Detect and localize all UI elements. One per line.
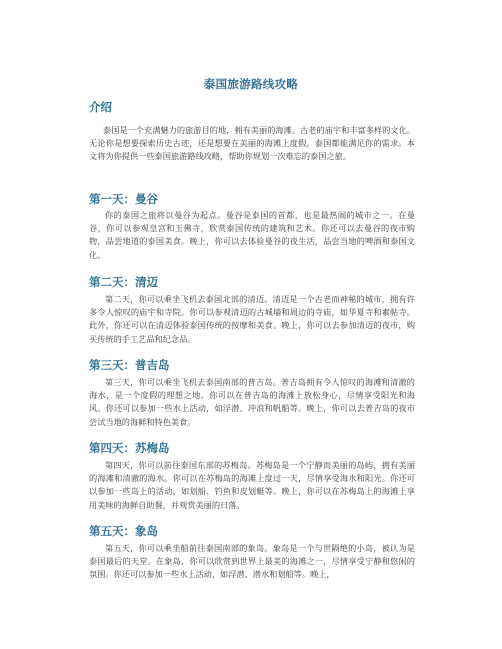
section-text-day5: 第五天，你可以乘坐船前往泰国南部的象岛。象岛是一个与世隔绝的小岛，被认为是泰国最后的天堂。在象岛，你可以欣赏到世界上最美的海滩之一，尽情享受宁静和悠闲的氛围。你还可以参加一些水上活动，如浮潜、潜水和划船等。晚上， xyxy=(89,543,415,580)
section-heading-day5: 第五天：象岛 xyxy=(89,524,158,538)
section-heading-day2: 第二天：清迈 xyxy=(89,275,158,289)
section-text-day4: 第四天，你可以前往泰国东部的苏梅岛。苏梅岛是一个宁静而美丽的岛屿，拥有美丽的海滩和清澈的海水。你可以在苏梅岛的海滩上度过一天，尽情享受海水和阳光。你还可以参加一些岛上的活动，如划船、钓鱼和皮划艇等。晚上，你可以在苏梅岛上的海滩上享用美味的海鲜自助餐，并观赏美丽的日落。 xyxy=(89,460,415,510)
section-text-day3: 第三天，你可以乘坐飞机去泰国南部的普吉岛。普吉岛拥有令人惊叹的海滩和清澈的海水，是一个度假的理想之地。你可以在普吉岛的海滩上放松身心，尽情享受阳光和海风。你还可以参加一些水上活动，如浮潜、冲浪和帆船等。晚上，你可以去普吉岛的夜市尝试当地的海鲜和特色美食。 xyxy=(89,377,415,427)
section-heading-intro: 介绍 xyxy=(89,100,112,114)
section-heading-day3: 第三天：普吉岛 xyxy=(89,358,170,372)
section-text-intro: 泰国是一个充满魅力的旅游目的地，拥有美丽的海滩、古老的庙宇和丰富多样的文化。无论你是想要探索历史古迹，还是想要在美丽的海滩上度假，泰国都能满足你的需求。本文将为你提供一些泰国旅游路线攻略，帮助你规划一次难忘的泰国之旅。 xyxy=(89,125,415,162)
section-heading-day4: 第四天：苏梅岛 xyxy=(89,441,170,455)
section-text-day1: 你的泰国之旅将以曼谷为起点。曼谷是泰国的首都，也是最热闹的城市之一。在曼谷，你可以参观皇宫和玉佛寺，欣赏泰国传统的建筑和艺术。你还可以去曼谷的夜市购物，品尝地道的泰国美食。晚上，你可以去体验曼谷的夜生活，品尝当地的啤酒和泰国文化。 xyxy=(89,210,415,260)
section-heading-day1: 第一天：曼谷 xyxy=(89,192,158,206)
document-title: 泰国旅游路线攻略 xyxy=(203,77,299,91)
section-text-day2: 第二天，你可以乘坐飞机去泰国北部的清迈。清迈是一个古老而神秘的城市，拥有许多令人惊叹的庙宇和寺院。你可以参观清迈的古城墙和周边的寺庙，如华夏寺和素帖寺。此外，你还可以在清迈体验泰国传统的按摩和美食。晚上，你可以去参加清迈的夜市，购买传统的手工艺品和纪念品。 xyxy=(89,294,415,344)
